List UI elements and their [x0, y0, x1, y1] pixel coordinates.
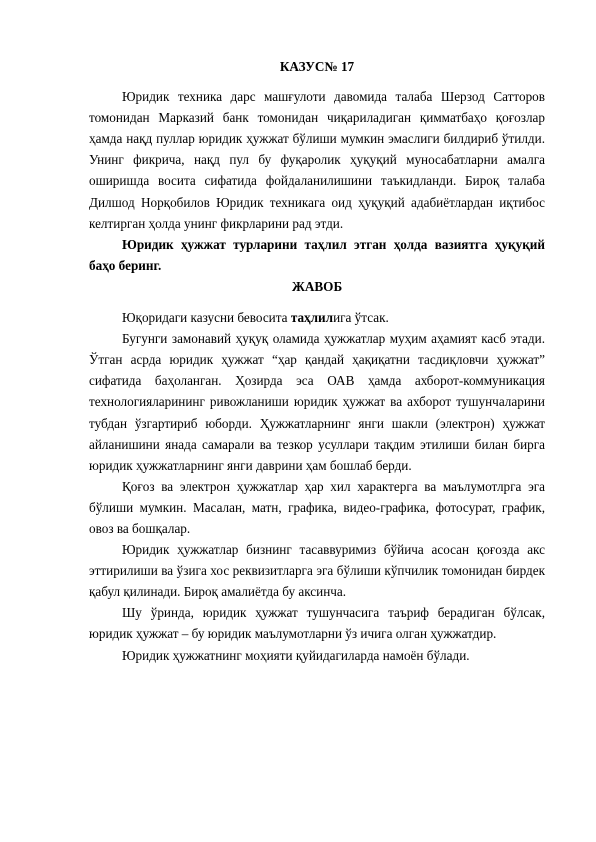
answer-intro-end: ига ўтсак.: [333, 310, 389, 326]
case-title: КАЗУС№ 17: [279, 59, 355, 74]
answer-paragraph: Шу ўринда, юридик ҳужжат тушунчасига таъриф берадиган бўлсак, юридик ҳужжат – бу юридик маълумотларни ўз ичига олган ҳужжатдир.: [89, 605, 545, 642]
answer-paragraph: Бугунги замонавий ҳуқуқ оламида ҳужжатлар муҳим аҳамият касб этади. Ўтган асрда юридик ҳужжат “ҳар қандай ҳақиқатни тасдиқловчи ҳужжат” сифатида баҳоланган. Ҳозирда эса ОАВ ҳамда ахборот-коммуникация технологияларининг ривожланиши юридик ҳужжат ва ахборот тушунчаларини тубдан ўзгартириб юборди. Ҳужжатларнинг янги шакли (электрон) ҳужжат айланишини янада самарали ва тезкор усуллари тақдим этилиши билан бирга юридик ҳужжатларнинг янги даврини ҳам бошлаб берди.: [89, 331, 545, 473]
case-description: Юридик техника дарс машғулоти давомида талаба Шерзод Сатторов томонидан Марказий банк томонидан чиқариладиган қимматбаҳо қоғозлар ҳамда нақд пуллар юридик ҳужжат бўлиши мумкин эмаслиги билдириб ўтилди. Унинг фикрича, нақд пул бу фуқаролик ҳуқуқий муносабатларни амалга оширишда восита сифатида фойдаланилишини таъкидланди. Бироқ талаба Дилшод Норқобилов Юридик техникага оид ҳуқуқий адабиётлардан иқтибос келтирган ҳолда унинг фикрларини рад этди.: [89, 89, 545, 231]
answer-intro: [89, 307, 545, 328]
answer-intro-text: Юқоридаги казусни бевосита: [122, 310, 291, 326]
answer-paragraph: Қоғоз ва электрон ҳужжатлар ҳар хил характерга ва маълумотлрга эга бўлиши мумкин. Масалан, матн, графика, видео-графика, фотосурат, график, овоз ва бошқалар.: [89, 478, 545, 536]
document-page: [89, 56, 545, 666]
answer-paragraph: Юридик ҳужжатлар бизнинг тасаввуримиз бўйича асосан қоғозда акс эттирилиши ва ўзига хос реквизитларга эга бўлиши кўпчилик томонидан бирдек қабул қилинади. Бироқ амалиётда бу аксинча.: [89, 542, 545, 600]
answer-intro-bold: таҳлил: [290, 310, 334, 326]
answer-paragraph: Юридик ҳужжатнинг моҳияти қуйидагиларда намоён бўлади.: [122, 647, 470, 663]
answer-heading: ЖАВОБ: [291, 278, 343, 294]
case-task: Юридик ҳужжат турларини таҳлил этган ҳолда вазиятга ҳуқуқий баҳо беринг.: [89, 236, 545, 273]
